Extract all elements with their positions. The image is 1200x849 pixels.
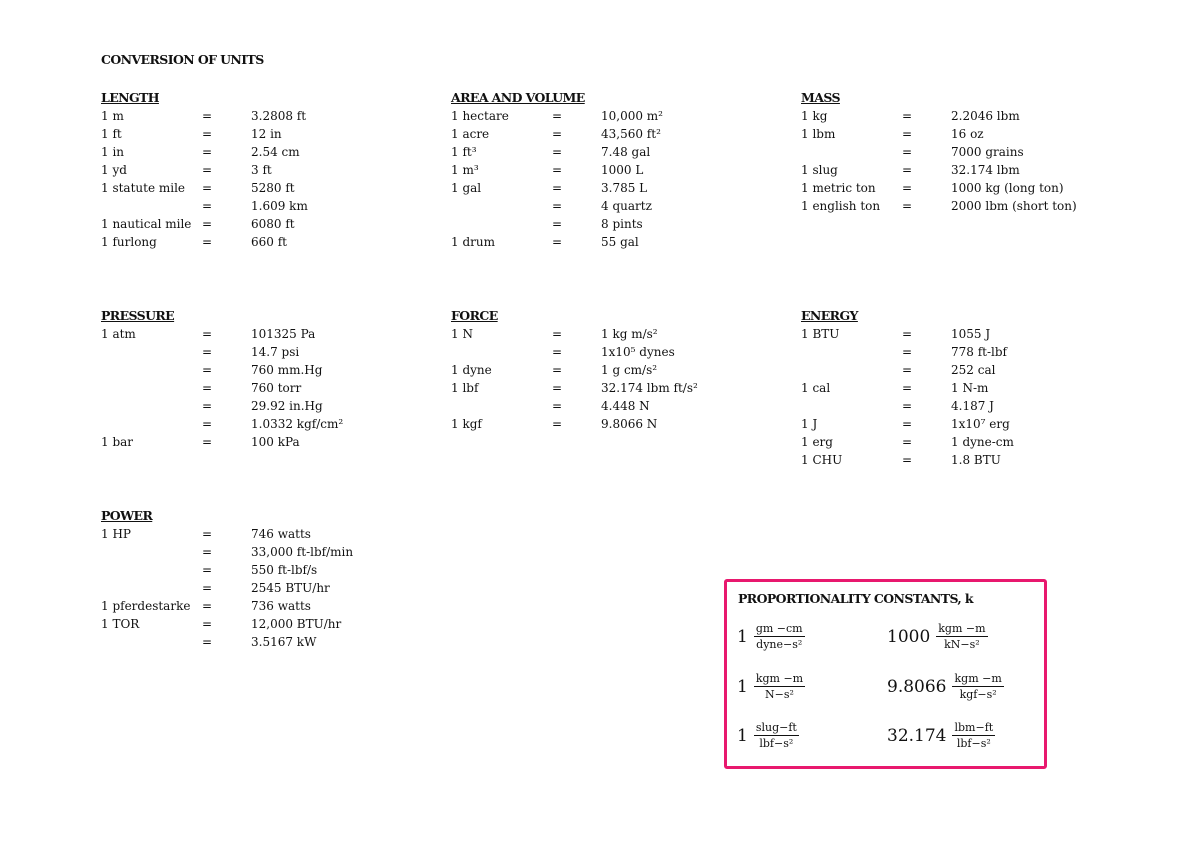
unit-value: 1.0332 kgf/cm²	[251, 417, 344, 431]
equals-sign: =	[202, 235, 213, 249]
equals-sign: =	[202, 527, 213, 541]
unit-label: 1 lbf	[451, 381, 479, 395]
unit-value: 1000 L	[601, 163, 644, 177]
proportionality-constants-box	[724, 579, 1047, 769]
equals-sign: =	[202, 599, 213, 613]
equals-sign: =	[902, 181, 913, 195]
section-heading: AREA AND VOLUME	[451, 90, 585, 105]
equals-sign: =	[202, 345, 213, 359]
fraction-denominator: lbf−s²	[956, 737, 991, 750]
fraction-numerator: kgm −m	[755, 672, 804, 685]
constant-fraction	[936, 622, 987, 651]
unit-label: 1 english ton	[801, 199, 881, 213]
equals-sign: =	[552, 127, 563, 141]
unit-value: 32.174 lbm ft/s²	[601, 381, 698, 395]
equals-sign: =	[202, 617, 213, 631]
equals-sign: =	[902, 381, 913, 395]
fraction-denominator: kN−s²	[944, 638, 980, 651]
conversion-row	[101, 143, 431, 161]
unit-value: 3.5167 kW	[251, 635, 317, 649]
unit-value: 4.448 N	[601, 399, 650, 413]
section-force	[451, 307, 781, 433]
unit-value: 1 g cm/s²	[601, 363, 658, 377]
equals-sign: =	[902, 435, 913, 449]
conversion-row	[801, 397, 1131, 415]
conversion-row	[101, 215, 431, 233]
conversion-row	[101, 561, 431, 579]
unit-value: 2545 BTU/hr	[251, 581, 330, 595]
equals-sign: =	[552, 235, 563, 249]
conversion-row	[451, 415, 781, 433]
unit-value: 778 ft-lbf	[951, 345, 1007, 359]
conversion-row	[801, 179, 1131, 197]
equals-sign: =	[902, 363, 913, 377]
unit-value: 29.92 in.Hg	[251, 399, 323, 413]
unit-value: 550 ft-lbf/s	[251, 563, 318, 577]
unit-value: 55 gal	[601, 235, 639, 249]
constant-item	[737, 622, 805, 651]
conversion-row	[101, 343, 431, 361]
fraction-numerator: gm −cm	[755, 622, 803, 635]
unit-value: 43,560 ft²	[601, 127, 661, 141]
section-power	[101, 507, 431, 651]
fraction-numerator: kgm −m	[954, 672, 1002, 685]
unit-value: 1 dyne-cm	[951, 435, 1014, 449]
unit-value: 16 oz	[951, 127, 984, 141]
constant-coefficient: 9.8066	[887, 676, 947, 697]
unit-label: 1 nautical mile	[101, 217, 192, 231]
unit-value: 746 watts	[251, 527, 311, 541]
unit-value: 252 cal	[951, 363, 996, 377]
unit-label: 1 dyne	[451, 363, 492, 377]
conversion-row	[451, 233, 781, 251]
unit-label: 1 kg	[801, 109, 828, 123]
conversion-row	[451, 143, 781, 161]
conversion-row	[451, 215, 781, 233]
unit-label: 1 drum	[451, 235, 495, 249]
unit-label: 1 hectare	[451, 109, 509, 123]
conversion-row	[451, 197, 781, 215]
equals-sign: =	[202, 563, 213, 577]
unit-value: 4.187 J	[951, 399, 994, 413]
unit-value: 760 mm.Hg	[251, 363, 323, 377]
unit-label: 1 gal	[451, 181, 482, 195]
unit-label: 1 TOR	[101, 617, 140, 631]
conversion-row	[101, 597, 431, 615]
constant-fraction	[754, 672, 805, 701]
equals-sign: =	[552, 163, 563, 177]
equals-sign: =	[552, 199, 563, 213]
fraction-denominator: N−s²	[765, 688, 794, 701]
conversion-row	[801, 361, 1131, 379]
equals-sign: =	[202, 381, 213, 395]
conversion-row	[101, 543, 431, 561]
section-heading: PRESSURE	[101, 308, 175, 323]
constant-coefficient: 1	[737, 626, 748, 647]
equals-sign: =	[552, 363, 563, 377]
conversion-row	[101, 197, 431, 215]
conversion-row	[451, 125, 781, 143]
conversion-row	[101, 525, 431, 543]
constant-coefficient: 1000	[887, 626, 931, 647]
unit-value: 100 kPa	[251, 435, 300, 449]
conversion-row	[101, 125, 431, 143]
unit-label: 1 erg	[801, 435, 833, 449]
equals-sign: =	[902, 163, 913, 177]
equals-sign: =	[202, 163, 213, 177]
unit-label: 1 pferdestarke	[101, 599, 191, 613]
conversion-row	[451, 179, 781, 197]
section-heading: FORCE	[451, 308, 498, 323]
equals-sign: =	[902, 417, 913, 431]
conversion-row	[801, 107, 1131, 125]
conversion-row	[101, 107, 431, 125]
section-heading: ENERGY	[801, 308, 858, 323]
unit-value: 1 kg m/s²	[601, 327, 658, 341]
unit-value: 7.48 gal	[601, 145, 651, 159]
unit-value: 2000 lbm (short ton)	[951, 199, 1077, 213]
constant-item	[887, 721, 995, 750]
unit-label: 1 slug	[801, 163, 838, 177]
conversion-row	[801, 125, 1131, 143]
unit-value: 1055 J	[951, 327, 991, 341]
section-pressure	[101, 307, 431, 451]
unit-value: 7000 grains	[951, 145, 1024, 159]
equals-sign: =	[202, 545, 213, 559]
conversion-row	[101, 325, 431, 343]
unit-value: 5280 ft	[251, 181, 295, 195]
constant-fraction	[754, 721, 799, 750]
unit-value: 1x10⁷ erg	[951, 417, 1010, 431]
unit-value: 2.54 cm	[251, 145, 300, 159]
unit-value: 760 torr	[251, 381, 302, 395]
conversion-row	[101, 415, 431, 433]
equals-sign: =	[902, 399, 913, 413]
unit-value: 8 pints	[601, 217, 643, 231]
unit-label: 1 metric ton	[801, 181, 876, 195]
conversion-row	[451, 325, 781, 343]
unit-value: 660 ft	[251, 235, 287, 249]
conversion-row	[101, 615, 431, 633]
conversion-row	[101, 633, 431, 651]
conversion-row	[101, 179, 431, 197]
constant-fraction	[754, 622, 805, 651]
equals-sign: =	[202, 127, 213, 141]
unit-label: 1 acre	[451, 127, 490, 141]
unit-label: 1 m³	[451, 163, 479, 177]
equals-sign: =	[902, 199, 913, 213]
unit-value: 3.2808 ft	[251, 109, 307, 123]
unit-value: 32.174 lbm	[951, 163, 1020, 177]
unit-value: 33,000 ft-lbf/min	[251, 545, 354, 559]
equals-sign: =	[902, 453, 913, 467]
unit-label: 1 ft	[101, 127, 122, 141]
unit-value: 1x10⁵ dynes	[601, 345, 675, 359]
constant-item	[737, 672, 805, 701]
section-heading: POWER	[101, 508, 153, 523]
constant-item	[737, 721, 799, 750]
conversion-row	[101, 379, 431, 397]
unit-label: 1 bar	[101, 435, 134, 449]
equals-sign: =	[902, 327, 913, 341]
equals-sign: =	[202, 327, 213, 341]
unit-label: 1 HP	[101, 527, 131, 541]
unit-label: 1 N	[451, 327, 473, 341]
equals-sign: =	[552, 217, 563, 231]
section-energy	[801, 307, 1131, 469]
unit-label: 1 lbm	[801, 127, 836, 141]
unit-value: 1.8 BTU	[951, 453, 1001, 467]
conversion-row	[801, 197, 1131, 215]
equals-sign: =	[202, 363, 213, 377]
constants-title: PROPORTIONALITY CONSTANTS, k	[738, 591, 973, 606]
equals-sign: =	[552, 381, 563, 395]
fraction-denominator: kgf−s²	[959, 688, 997, 701]
section-area-volume	[451, 89, 781, 251]
equals-sign: =	[552, 345, 563, 359]
unit-label: 1 furlong	[101, 235, 157, 249]
unit-value: 4 quartz	[601, 199, 652, 213]
conversion-row	[801, 343, 1131, 361]
unit-value: 3 ft	[251, 163, 272, 177]
equals-sign: =	[552, 181, 563, 195]
equals-sign: =	[202, 635, 213, 649]
unit-value: 14.7 psi	[251, 345, 300, 359]
conversion-row	[801, 325, 1131, 343]
document-title: CONVERSION OF UNITS	[101, 52, 264, 67]
conversion-row	[101, 233, 431, 251]
constant-fraction	[952, 721, 995, 750]
constant-coefficient: 1	[737, 725, 748, 746]
unit-label: 1 CHU	[801, 453, 843, 467]
equals-sign: =	[202, 217, 213, 231]
equals-sign: =	[202, 145, 213, 159]
unit-value: 101325 Pa	[251, 327, 316, 341]
constant-coefficient: 1	[737, 676, 748, 697]
conversion-row	[451, 107, 781, 125]
conversion-row	[101, 579, 431, 597]
conversion-row	[451, 379, 781, 397]
unit-value: 2.2046 lbm	[951, 109, 1020, 123]
conversion-row	[101, 361, 431, 379]
conversion-row	[801, 379, 1131, 397]
unit-value: 9.8066 N	[601, 417, 658, 431]
constant-coefficient: 32.174	[887, 725, 947, 746]
unit-value: 12,000 BTU/hr	[251, 617, 342, 631]
equals-sign: =	[552, 417, 563, 431]
conversion-row	[101, 161, 431, 179]
equals-sign: =	[902, 109, 913, 123]
unit-label: 1 atm	[101, 327, 136, 341]
unit-label: 1 yd	[101, 163, 127, 177]
unit-value: 736 watts	[251, 599, 311, 613]
unit-label: 1 in	[101, 145, 125, 159]
equals-sign: =	[202, 435, 213, 449]
section-heading: MASS	[801, 90, 840, 105]
equals-sign: =	[202, 417, 213, 431]
conversion-row	[801, 433, 1131, 451]
conversion-row	[101, 397, 431, 415]
fraction-numerator: slug−ft	[755, 721, 797, 734]
equals-sign: =	[202, 399, 213, 413]
conversion-row	[451, 161, 781, 179]
fraction-denominator: lbf−s²	[759, 737, 794, 750]
conversion-row	[451, 343, 781, 361]
equals-sign: =	[552, 399, 563, 413]
unit-label: 1 cal	[801, 381, 831, 395]
unit-label: 1 statute mile	[101, 181, 186, 195]
equals-sign: =	[902, 345, 913, 359]
equals-sign: =	[202, 181, 213, 195]
equals-sign: =	[552, 327, 563, 341]
unit-label: 1 J	[801, 417, 818, 431]
equals-sign: =	[202, 581, 213, 595]
conversion-row	[801, 161, 1131, 179]
constant-item	[887, 672, 1004, 701]
conversion-row	[801, 415, 1131, 433]
unit-value: 6080 ft	[251, 217, 295, 231]
equals-sign: =	[202, 199, 213, 213]
equals-sign: =	[902, 145, 913, 159]
unit-label: 1 m	[101, 109, 124, 123]
section-mass	[801, 89, 1131, 215]
section-heading: LENGTH	[101, 90, 159, 105]
conversion-row	[451, 397, 781, 415]
equals-sign: =	[552, 109, 563, 123]
conversion-row	[451, 361, 781, 379]
unit-label: 1 kgf	[451, 417, 482, 431]
section-length	[101, 89, 431, 251]
constant-fraction	[952, 672, 1003, 701]
unit-label: 1 ft³	[451, 145, 477, 159]
unit-value: 1.609 km	[251, 199, 308, 213]
conversion-row	[801, 451, 1131, 469]
unit-value: 10,000 m²	[601, 109, 663, 123]
unit-value: 12 in	[251, 127, 282, 141]
unit-value: 1 N-m	[951, 381, 989, 395]
constant-item	[887, 622, 988, 651]
fraction-numerator: kgm −m	[938, 622, 986, 635]
fraction-denominator: dyne−s²	[756, 638, 803, 651]
unit-label: 1 BTU	[801, 327, 840, 341]
equals-sign: =	[202, 109, 213, 123]
fraction-numerator: lbm−ft	[954, 721, 994, 734]
unit-value: 1000 kg (long ton)	[951, 181, 1064, 195]
conversion-row	[801, 143, 1131, 161]
equals-sign: =	[902, 127, 913, 141]
conversion-row	[101, 433, 431, 451]
unit-value: 3.785 L	[601, 181, 648, 195]
equals-sign: =	[552, 145, 563, 159]
